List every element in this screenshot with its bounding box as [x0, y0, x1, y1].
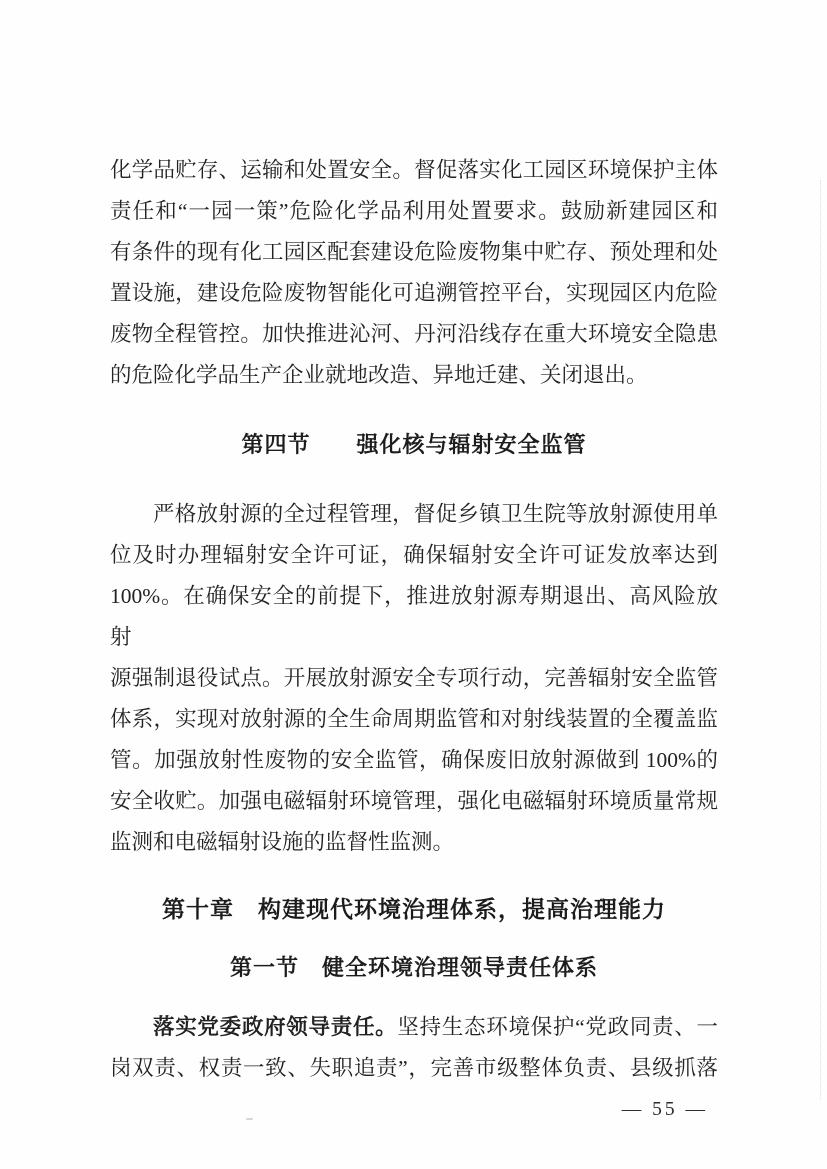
scan-speck-artifact: [246, 1118, 253, 1120]
body-text-line: 监测和电磁辐射设施的监督性监测。: [110, 830, 455, 854]
scan-edge-artifact: [820, 180, 821, 1100]
page-number: — 55 —: [621, 1099, 708, 1120]
section-heading-1: 第一节 健全环境治理领导责任体系: [229, 955, 598, 980]
body-text-line: 责任和“一园一策”危险化学品利用处置要求。鼓励新建园区和: [110, 199, 718, 223]
paragraph-leadership-responsibility: [110, 1007, 718, 1089]
bold-lead-phrase: 落实党委政府领导责任。: [153, 1015, 398, 1039]
body-text-line: 有条件的现有化工园区配套建设危险废物集中贮存、预处理和处: [110, 240, 718, 264]
body-text-line: 位及时办理辐射安全许可证，确保辐射安全许可证发放率达到: [110, 543, 718, 567]
body-text-line: 体系，实现对放射源的全生命周期监管和对射线装置的全覆盖监: [110, 707, 718, 731]
document-content: [110, 150, 718, 1125]
body-text-line: 严格放射源的全过程管理，督促乡镇卫生院等放射源使用单: [153, 502, 718, 526]
body-text-line: 100%。在确保安全的前提下，推进放射源寿期退出、高风险放射: [110, 584, 718, 649]
body-text-line: 置设施，建设危险废物智能化可追溯管控平台，实现园区内危险: [110, 281, 718, 305]
paragraph-radiation-safety: [110, 494, 718, 863]
paragraph-chemical-safety: [110, 150, 718, 396]
body-text-line: 化学品贮存、运输和处置安全。督促落实化工园区环境保护主体: [110, 158, 718, 182]
body-text-line: [110, 1007, 718, 1048]
body-text-line: 管。加强放射性废物的安全监管，确保废旧放射源做到 100%的: [110, 748, 718, 772]
chapter-heading-10: 第十章 构建现代环境治理体系，提高治理能力: [162, 896, 666, 922]
body-text-line: 的危险化学品生产企业就地改造、异地迁建、关闭退出。: [110, 363, 648, 387]
body-text-span: 坚持生态环境保护“党政同责、一: [397, 1015, 718, 1039]
body-text-line: 废物全程管控。加快推进沁河、丹河沿线存在重大环境安全隐患: [110, 322, 718, 346]
body-text-line: 安全收贮。加强电磁辐射环境管理，强化电磁辐射环境质量常规: [110, 789, 718, 813]
body-text-line: 源强制退役试点。开展放射源安全专项行动，完善辐射安全监管: [110, 666, 718, 690]
body-text-line: 岗双责、权责一致、失职追责”，完善市级整体负责、县级抓落: [110, 1056, 718, 1080]
section-heading-4: 第四节 强化核与辐射安全监管: [241, 432, 587, 457]
